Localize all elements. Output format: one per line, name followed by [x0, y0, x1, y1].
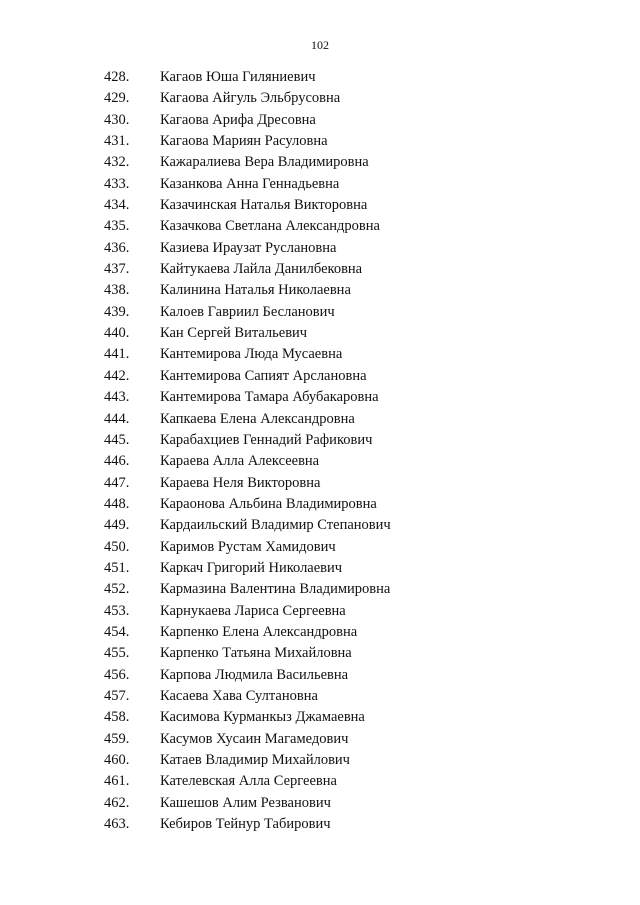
entry-name: Катаев Владимир Михайлович: [160, 752, 350, 768]
entry-name: Касимова Курманкыз Джамаевна: [160, 709, 365, 726]
list-item: [0, 387, 640, 408]
list-item: [0, 750, 640, 771]
entry-name: Кармазина Валентина Владимировна: [160, 581, 391, 598]
entry-name: Карнукаева Лариса Сергеевна: [160, 602, 346, 619]
list-item: [0, 537, 640, 558]
list-item: [0, 366, 640, 387]
entry-number: 463.: [104, 816, 130, 833]
entry-name: Касаева Хава Султановна: [160, 687, 318, 704]
list-item: [0, 152, 640, 173]
list-item: [0, 707, 640, 728]
entry-name: Караонова Альбина Владимировна: [160, 495, 377, 512]
entry-number: 461.: [104, 773, 130, 790]
list-item: [0, 793, 640, 814]
entry-number: 429.: [104, 90, 130, 107]
entry-number: 439.: [104, 303, 130, 320]
list-item: [0, 110, 640, 131]
entry-number: 428.: [104, 69, 130, 85]
entry-number: 435.: [104, 218, 130, 235]
name-list: [0, 67, 640, 835]
entry-name: Казачинская Наталья Викторовна: [160, 197, 368, 214]
entry-name: Кантемирова Люда Мусаевна: [160, 346, 343, 363]
list-item: [0, 280, 640, 301]
list-item: [0, 579, 640, 600]
entry-name: Казиева Ираузат Руслановна: [160, 239, 337, 256]
entry-number: 449.: [104, 517, 130, 534]
entry-name: Кайтукаева Лайла Данилбековна: [160, 261, 363, 278]
entry-name: Капкаева Елена Александровна: [160, 410, 355, 427]
list-item: [0, 665, 640, 686]
entry-number: 431.: [104, 133, 130, 150]
entry-number: 436.: [104, 239, 130, 256]
entry-number: 443.: [104, 389, 130, 406]
entry-name: Караева Неля Викторовна: [160, 474, 321, 491]
entry-number: 451.: [104, 559, 130, 576]
list-item: [0, 302, 640, 323]
entry-name: Кантемирова Сапият Арслановна: [160, 367, 367, 384]
entry-number: 433.: [104, 175, 130, 192]
list-item: [0, 494, 640, 515]
entry-name: Калоев Гавриил Бесланович: [160, 303, 335, 320]
entry-name: Касумов Хусаин Магамедович: [160, 730, 349, 747]
list-item: [0, 238, 640, 259]
list-item: [0, 88, 640, 109]
list-item: [0, 643, 640, 664]
entry-name: Карпова Людмила Васильевна: [160, 666, 349, 683]
entry-number: 440.: [104, 325, 130, 342]
entry-number: 442.: [104, 367, 130, 384]
list-item: [0, 216, 640, 237]
entry-name: Кашешов Алим Резванович: [160, 794, 331, 811]
list-item: [0, 515, 640, 536]
entry-name: Кагаова Мариян Расуловна: [160, 133, 328, 150]
entry-name: Карпенко Елена Александровна: [160, 623, 358, 640]
list-item: [0, 344, 640, 365]
entry-name: Карпенко Татьяна Михайловна: [160, 645, 352, 662]
list-item: [0, 601, 640, 622]
entry-number: 453.: [104, 602, 130, 619]
entry-number: 445.: [104, 431, 130, 448]
entry-name: Кан Сергей Витальевич: [160, 325, 308, 342]
entry-number: 460.: [104, 752, 130, 768]
list-item: [0, 323, 640, 344]
entry-name: Кагаова Арифа Дресовна: [160, 111, 316, 128]
entry-number: 452.: [104, 581, 130, 598]
list-item: [0, 131, 640, 152]
page-number: 102: [311, 38, 329, 52]
entry-number: 437.: [104, 261, 130, 278]
list-item: [0, 622, 640, 643]
list-item: [0, 67, 640, 88]
list-item: [0, 430, 640, 451]
list-item: [0, 814, 640, 835]
list-item: [0, 409, 640, 430]
entry-number: 462.: [104, 794, 130, 811]
entry-number: 448.: [104, 495, 130, 512]
entry-number: 434.: [104, 197, 130, 214]
entry-number: 444.: [104, 410, 130, 427]
entry-name: Карабахциев Геннадий Рафикович: [160, 431, 373, 448]
entry-number: 455.: [104, 645, 130, 662]
entry-number: 441.: [104, 346, 130, 363]
list-item: [0, 686, 640, 707]
entry-name: Кагаов Юша Гиляниевич: [160, 69, 316, 85]
entry-name: Кажаралиева Вера Владимировна: [160, 154, 369, 171]
entry-number: 438.: [104, 282, 130, 299]
entry-name: Каркач Григорий Николаевич: [160, 559, 343, 576]
entry-number: 447.: [104, 474, 130, 491]
entry-number: 446.: [104, 453, 130, 470]
entry-name: Караева Алла Алексеевна: [160, 453, 320, 470]
entry-name: Кардаильский Владимир Степанович: [160, 517, 391, 534]
entry-name: Казанкова Анна Геннадьевна: [160, 175, 340, 192]
entry-number: 457.: [104, 687, 130, 704]
list-item: [0, 558, 640, 579]
entry-name: Кателевская Алла Сергеевна: [160, 773, 337, 790]
list-item: [0, 174, 640, 195]
entry-name: Кантемирова Тамара Абубакаровна: [160, 389, 379, 406]
entry-name: Кагаова Айгуль Эльбрусовна: [160, 90, 341, 107]
entry-name: Кебиров Тейнур Табирович: [160, 816, 331, 833]
entry-name: Казачкова Светлана Александровна: [160, 218, 380, 235]
entry-number: 430.: [104, 111, 130, 128]
entry-number: 459.: [104, 730, 130, 747]
entry-number: 458.: [104, 709, 130, 726]
entry-name: Калинина Наталья Николаевна: [160, 282, 351, 299]
entry-number: 454.: [104, 623, 130, 640]
entry-number: 432.: [104, 154, 130, 171]
list-item: [0, 771, 640, 792]
entry-number: 456.: [104, 666, 130, 683]
list-item: [0, 259, 640, 280]
entry-number: 450.: [104, 538, 130, 555]
list-item: [0, 473, 640, 494]
entry-name: Каримов Рустам Хамидович: [160, 538, 336, 555]
list-item: [0, 729, 640, 750]
list-item: [0, 451, 640, 472]
list-item: [0, 195, 640, 216]
